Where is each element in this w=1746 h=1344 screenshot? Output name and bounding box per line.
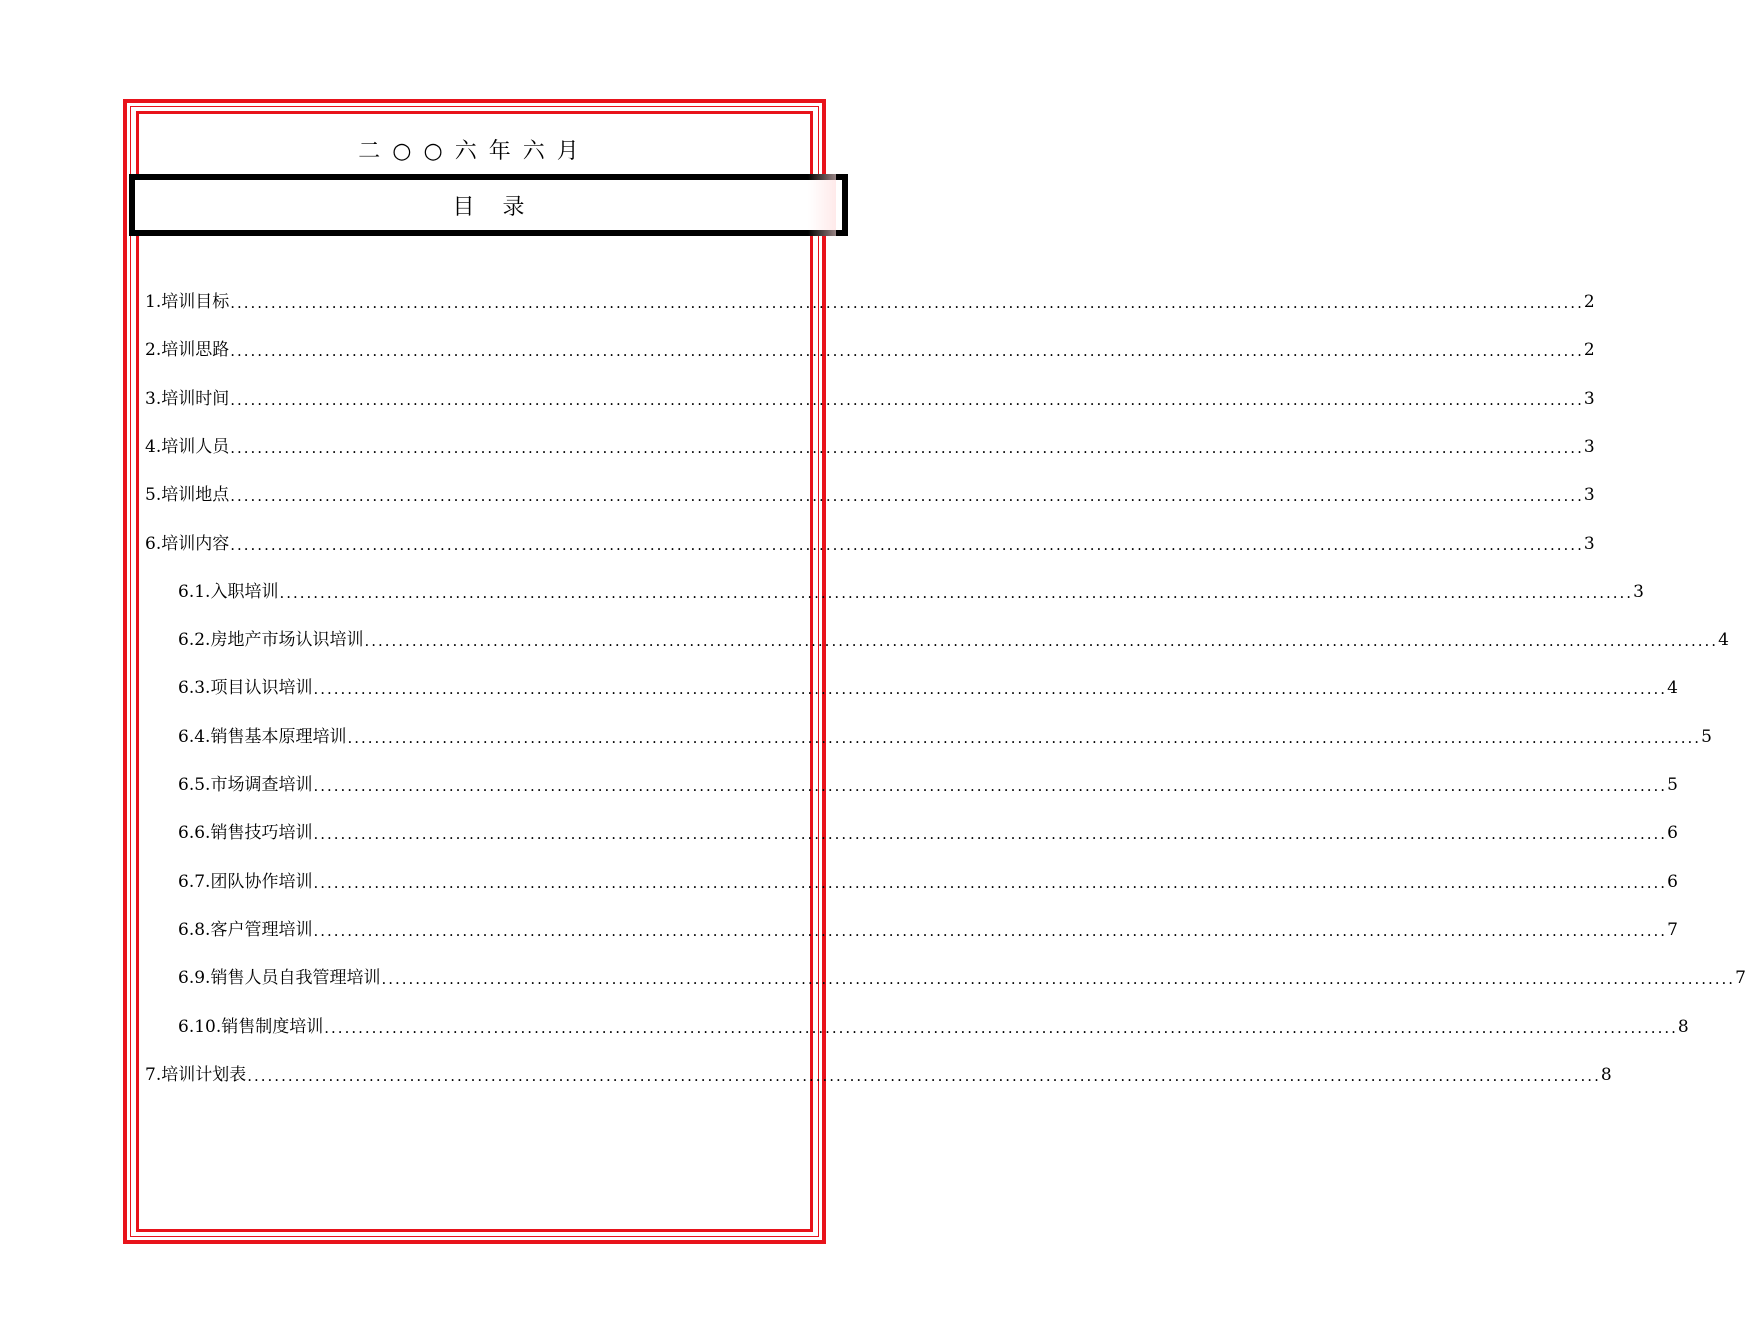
toc-entry[interactable] xyxy=(178,674,1678,698)
toc-dot-leader: ........................................................................................................................................................................................................ xyxy=(347,729,1702,747)
toc-dot-leader: ........................................................................................................................................................................................................ xyxy=(230,342,1584,360)
toc-dot-leader: ........................................................................................................................................................................................................ xyxy=(364,632,1719,650)
toc-entry-page: 3 xyxy=(1583,437,1595,457)
toc-dot-leader: ........................................................................................................................................................................................................ xyxy=(313,922,1668,940)
toc-entry-title: 销售制度培训 xyxy=(221,1017,324,1037)
toc-entry-number: 2. xyxy=(145,340,162,360)
toc-dot-leader: ........................................................................................................................................................................................................ xyxy=(313,680,1668,698)
toc-entry-number: 7. xyxy=(145,1065,162,1085)
toc-entry[interactable] xyxy=(145,1061,1612,1085)
toc-entry-number: 3. xyxy=(145,389,162,409)
toc-entry[interactable] xyxy=(178,771,1678,795)
toc-entry-page: 8 xyxy=(1677,1017,1689,1037)
toc-entry[interactable] xyxy=(178,819,1678,843)
toc-entry-page: 3 xyxy=(1583,534,1595,554)
toc-entry-title: 销售人员自我管理培训 xyxy=(210,968,381,988)
toc-entry-page: 3 xyxy=(1583,485,1595,505)
toc-entry[interactable] xyxy=(178,626,1729,650)
toc-entry-number: 6. xyxy=(145,534,162,554)
toc-entry-title: 培训思路 xyxy=(161,340,230,360)
toc-entry[interactable] xyxy=(178,868,1678,892)
toc-entry-number: 6.9. xyxy=(178,968,211,988)
toc-dot-leader: ........................................................................................................................................................................................................ xyxy=(247,1067,1601,1085)
toc-entry-page: 7 xyxy=(1735,968,1746,988)
toc-entry-title: 培训人员 xyxy=(161,437,230,457)
toc-entry-page: 3 xyxy=(1583,389,1595,409)
toc-entry[interactable] xyxy=(178,964,1746,988)
toc-entry-page: 4 xyxy=(1718,630,1729,650)
toc-dot-leader: ........................................................................................................................................................................................................ xyxy=(230,487,1584,505)
toc-entry[interactable] xyxy=(145,288,1595,312)
toc-entry-page: 4 xyxy=(1667,678,1678,698)
toc-entry-title: 培训目标 xyxy=(161,292,230,312)
toc-dot-leader: ........................................................................................................................................................................................................ xyxy=(230,391,1584,409)
toc-entry-page: 2 xyxy=(1583,340,1595,360)
toc-entry-page: 3 xyxy=(1633,582,1644,602)
toc-entry-title: 入职培训 xyxy=(210,582,279,602)
toc-entry-title: 房地产市场认识培训 xyxy=(210,630,364,650)
toc-entry-page: 5 xyxy=(1667,775,1678,795)
toc-entry-page: 8 xyxy=(1600,1065,1612,1085)
toc-entry-title: 销售基本原理培训 xyxy=(210,727,347,747)
toc-entry-number: 6.3. xyxy=(178,678,211,698)
toc-entry[interactable] xyxy=(145,433,1595,457)
toc-entry-number: 4. xyxy=(145,437,162,457)
toc-entry[interactable] xyxy=(145,481,1595,505)
toc-dot-leader: ........................................................................................................................................................................................................ xyxy=(324,1019,1678,1037)
toc-entry-number: 6.6. xyxy=(178,823,211,843)
toc-entry-number: 1. xyxy=(145,292,162,312)
document-date: 二○○六年六月 xyxy=(358,139,591,164)
toc-heading-box xyxy=(129,174,848,236)
toc-entry-title: 市场调查培训 xyxy=(210,775,313,795)
toc-entry-title: 培训时间 xyxy=(161,389,230,409)
toc-title: 目录 xyxy=(452,195,553,220)
toc-dot-leader: ........................................................................................................................................................................................................ xyxy=(313,825,1668,843)
toc-entry-number: 6.2. xyxy=(178,630,211,650)
toc-entry[interactable] xyxy=(178,723,1712,747)
toc-entry[interactable] xyxy=(178,578,1644,602)
toc-entry-title: 培训内容 xyxy=(161,534,230,554)
toc-entry-page: 6 xyxy=(1667,823,1678,843)
toc-entry-number: 6.7. xyxy=(178,872,211,892)
toc-dot-leader: ........................................................................................................................................................................................................ xyxy=(279,584,1634,602)
toc-entry-page: 7 xyxy=(1667,920,1678,940)
toc-entry-title: 培训地点 xyxy=(161,485,230,505)
toc-entry-page: 5 xyxy=(1701,727,1712,747)
toc-dot-leader: ........................................................................................................................................................................................................ xyxy=(230,294,1584,312)
toc-entry-number: 6.4. xyxy=(178,727,211,747)
toc-entry-number: 6.8. xyxy=(178,920,211,940)
toc-entry-title: 培训计划表 xyxy=(161,1065,247,1085)
toc-entry[interactable] xyxy=(145,385,1595,409)
toc-entry-number: 6.5. xyxy=(178,775,211,795)
toc-entry[interactable] xyxy=(145,336,1595,360)
toc-entry-page: 6 xyxy=(1667,872,1678,892)
toc-dot-leader: ........................................................................................................................................................................................................ xyxy=(313,777,1668,795)
toc-dot-leader: ........................................................................................................................................................................................................ xyxy=(313,874,1668,892)
toc-entry-number: 6.1. xyxy=(178,582,211,602)
toc-entry[interactable] xyxy=(178,1013,1689,1037)
toc-entry-number: 6.10. xyxy=(178,1017,222,1037)
toc-entry-title: 客户管理培训 xyxy=(210,920,313,940)
toc-entry[interactable] xyxy=(145,530,1595,554)
toc-entry-page: 2 xyxy=(1583,292,1595,312)
toc-dot-leader: ........................................................................................................................................................................................................ xyxy=(230,536,1584,554)
toc-entry[interactable] xyxy=(178,916,1678,940)
toc-entry-number: 5. xyxy=(145,485,162,505)
toc-entry-title: 团队协作培训 xyxy=(210,872,313,892)
toc-entry-title: 销售技巧培训 xyxy=(210,823,313,843)
toc-dot-leader: ........................................................................................................................................................................................................ xyxy=(381,970,1736,988)
toc-dot-leader: ........................................................................................................................................................................................................ xyxy=(230,439,1584,457)
toc-entry-title: 项目认识培训 xyxy=(210,678,313,698)
